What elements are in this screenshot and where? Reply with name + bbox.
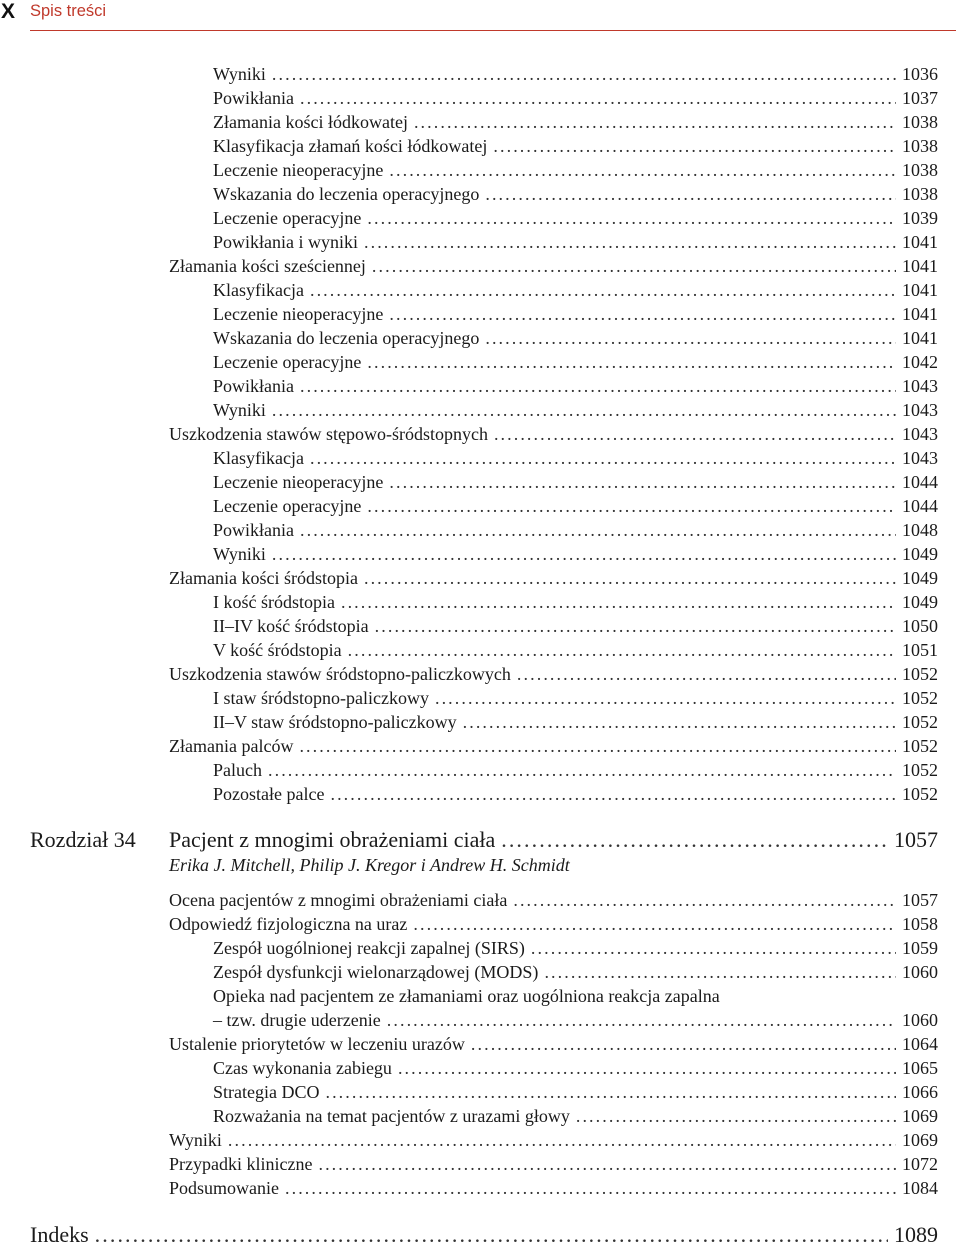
toc-entry-page: 1060 [902, 962, 938, 982]
toc-entry[interactable] [213, 326, 938, 350]
dot-leader [341, 590, 896, 614]
toc-entry[interactable] [213, 158, 938, 182]
toc-entry-title: Leczenie nieoperacyjne [213, 472, 384, 492]
toc-entry-title: Wyniki [169, 1130, 222, 1150]
toc-entry-title: Zespół uogólnionej reakcji zapalnej (SIRS) [213, 938, 525, 958]
dot-leader [367, 350, 896, 374]
toc-entry[interactable] [213, 782, 938, 806]
toc-entry[interactable] [213, 960, 938, 984]
toc-entry[interactable] [169, 1176, 938, 1200]
toc-entry-title: Leczenie operacyjne [213, 208, 362, 228]
dot-leader [387, 1008, 896, 1032]
toc-entry-page: 1052 [902, 784, 938, 804]
toc-entry-page: 1072 [902, 1154, 938, 1174]
toc-entry-page: 1043 [902, 400, 938, 420]
toc-entry[interactable] [213, 936, 938, 960]
toc-entry-title: II–V staw śródstopno-paliczkowy [213, 712, 457, 732]
toc-entry[interactable] [213, 350, 938, 374]
toc-entry[interactable] [213, 710, 938, 734]
chapter-entry[interactable] [169, 826, 938, 854]
toc-entry-page: 1043 [902, 376, 938, 396]
dot-leader [95, 1221, 888, 1249]
dot-leader [501, 826, 888, 854]
toc-entry-page: 1058 [902, 914, 938, 934]
dot-leader [272, 542, 896, 566]
toc-entry-title: Klasyfikacja [213, 280, 304, 300]
dot-leader [435, 686, 896, 710]
toc-entry[interactable] [213, 134, 938, 158]
dot-leader [414, 110, 896, 134]
toc-entry-title[interactable]: Opieka nad pacjentem ze złamaniami oraz uogólniona reakcja zapalna [213, 986, 720, 1006]
running-title: Spis treści [30, 2, 107, 20]
toc-entry-page: 1069 [902, 1106, 938, 1126]
dot-leader [268, 758, 896, 782]
toc-entry-title: Rozważania na temat pacjentów z urazami głowy [213, 1106, 570, 1126]
toc-entry-page: 1037 [902, 88, 938, 108]
index-title: Indeks [30, 1222, 89, 1247]
chapter-label: Rozdział 34 [30, 827, 136, 852]
toc-entry[interactable] [213, 1080, 938, 1104]
toc-entry-title: Złamania palców [169, 736, 294, 756]
toc-entry-page: 1048 [902, 520, 938, 540]
dot-leader [300, 86, 896, 110]
toc-entry-title: I staw śródstopno-paliczkowy [213, 688, 429, 708]
toc-entry[interactable] [169, 422, 938, 446]
toc-entry-page: 1066 [902, 1082, 938, 1102]
toc-entry-page: 1043 [902, 448, 938, 468]
toc-entry[interactable] [213, 542, 938, 566]
toc-entry-title: Powikłania [213, 376, 294, 396]
toc-entry-title: Klasyfikacja złamań kości łódkowatej [213, 136, 488, 156]
toc-entry[interactable] [213, 110, 938, 134]
toc-entry-page: 1069 [902, 1130, 938, 1150]
toc-entry-page: 1051 [902, 640, 938, 660]
toc-entry-title: V kość śródstopia [213, 640, 342, 660]
toc-entry-page: 1041 [902, 256, 938, 276]
toc-entry-title: – tzw. drugie uderzenie [213, 1010, 381, 1030]
toc-entry-title: Leczenie nieoperacyjne [213, 160, 384, 180]
toc-entry-page: 1060 [902, 1010, 938, 1030]
dot-leader [544, 960, 896, 984]
toc-entry[interactable] [169, 566, 938, 590]
toc-entry-page: 1043 [902, 424, 938, 444]
toc-entry[interactable] [213, 1104, 938, 1128]
toc-entry[interactable] [213, 518, 938, 542]
toc-entry-title: Zespół dysfunkcji wielonarządowej (MODS) [213, 962, 539, 982]
toc-entry-title: Powikłania i wyniki [213, 232, 358, 252]
toc-entry-title: Wskazania do leczenia operacyjnego [213, 328, 480, 348]
dot-leader [228, 1128, 896, 1152]
toc-entry[interactable] [169, 1128, 938, 1152]
toc-entry-page: 1059 [902, 938, 938, 958]
toc-entry-page: 1052 [902, 760, 938, 780]
toc-entry[interactable] [213, 398, 938, 422]
toc-entry[interactable] [213, 86, 938, 110]
dot-leader [310, 446, 896, 470]
dot-leader [494, 422, 896, 446]
dot-leader [364, 230, 896, 254]
toc-entry-title: II–IV kość śródstopia [213, 616, 369, 636]
dot-leader [272, 62, 896, 86]
toc-entry[interactable] [213, 374, 938, 398]
dot-leader [517, 662, 896, 686]
dot-leader [367, 494, 896, 518]
dot-leader [398, 1056, 896, 1080]
toc-entry[interactable] [169, 912, 938, 936]
dot-leader [372, 254, 896, 278]
dot-leader [413, 912, 896, 936]
toc-entry-page: 1052 [902, 712, 938, 732]
toc-entry[interactable] [213, 206, 938, 230]
toc-entry[interactable] [213, 1008, 938, 1032]
toc-entry-page: 1084 [902, 1178, 938, 1198]
toc-entry-title: Powikłania [213, 520, 294, 540]
toc-entry-page: 1039 [902, 208, 938, 228]
toc-entry-page: 1041 [902, 304, 938, 324]
toc-entry[interactable] [213, 446, 938, 470]
toc-entry[interactable] [169, 662, 938, 686]
toc-entry-page: 1041 [902, 280, 938, 300]
index-entry[interactable] [30, 1221, 938, 1249]
header-rule [30, 30, 956, 31]
dot-leader [463, 710, 896, 734]
toc-entry-page: 1052 [902, 688, 938, 708]
dot-leader [576, 1104, 896, 1128]
toc-entry-page: 1038 [902, 184, 938, 204]
dot-leader [300, 518, 896, 542]
dot-leader [367, 206, 896, 230]
toc-entry-page: 1038 [902, 136, 938, 156]
dot-leader [471, 1032, 896, 1056]
toc-entry-title: Wyniki [213, 544, 266, 564]
dot-leader [300, 374, 896, 398]
toc-entry[interactable] [169, 1152, 938, 1176]
toc-entry[interactable] [213, 62, 938, 86]
dot-leader [513, 888, 896, 912]
toc-entry-title: Podsumowanie [169, 1178, 279, 1198]
dot-leader [389, 470, 896, 494]
toc-entry-page: 1049 [902, 544, 938, 564]
toc-entry[interactable] [213, 230, 938, 254]
toc-entry-title: Czas wykonania zabiegu [213, 1058, 392, 1078]
toc-entry-title: Powikłania [213, 88, 294, 108]
toc-entry-title: Złamania kości sześciennej [169, 256, 366, 276]
toc-entry[interactable] [213, 758, 938, 782]
toc-entry-title: Wyniki [213, 64, 266, 84]
toc-entry-title: Leczenie operacyjne [213, 352, 362, 372]
dot-leader [348, 638, 896, 662]
toc-entry[interactable] [213, 1056, 938, 1080]
toc-entry-title: Leczenie operacyjne [213, 496, 362, 516]
toc-entry-page: 1065 [902, 1058, 938, 1078]
toc-entry-page: 1038 [902, 112, 938, 132]
toc-entry-page: 1057 [902, 890, 938, 910]
toc-entry-title: Pozostałe palce [213, 784, 325, 804]
toc-entry-title: I kość śródstopia [213, 592, 335, 612]
toc-entry-page: 1050 [902, 616, 938, 636]
toc-entry[interactable] [169, 888, 938, 912]
toc-entry-page: 1052 [902, 664, 938, 684]
toc-entry-title: Ustalenie priorytetów w leczeniu urazów [169, 1034, 465, 1054]
dot-leader [299, 734, 896, 758]
page-header [0, 0, 960, 44]
toc-entry-title: Odpowiedź fizjologiczna na uraz [169, 914, 408, 934]
toc-entry-title: Złamania kości łódkowatej [213, 112, 408, 132]
dot-leader [531, 936, 896, 960]
toc-entry[interactable] [213, 278, 938, 302]
chapter-authors: Erika J. Mitchell, Philip J. Kregor i Andrew H. Schmidt [169, 855, 570, 875]
toc-entry-title: Ocena pacjentów z mnogimi obrażeniami ciała [169, 890, 508, 910]
toc-entry[interactable] [213, 494, 938, 518]
toc-entry-title: Wskazania do leczenia operacyjnego [213, 184, 480, 204]
dot-leader [310, 278, 896, 302]
toc-entry-page: 1041 [902, 232, 938, 252]
dot-leader [389, 302, 896, 326]
dot-leader [364, 566, 896, 590]
toc-entry-page: 1049 [902, 568, 938, 588]
toc-entry-title: Strategia DCO [213, 1082, 320, 1102]
toc-entry-title: Leczenie nieoperacyjne [213, 304, 384, 324]
toc-entry-page: 1052 [902, 736, 938, 756]
toc-entry-page: 1036 [902, 64, 938, 84]
toc-entry[interactable] [213, 590, 938, 614]
toc-entry[interactable] [213, 182, 938, 206]
dot-leader [375, 614, 896, 638]
toc-entry-title: Uszkodzenia stawów stępowo-śródstopnych [169, 424, 488, 444]
dot-leader [485, 326, 896, 350]
toc-entry-page: 1038 [902, 160, 938, 180]
dot-leader [285, 1176, 896, 1200]
toc-entry[interactable] [213, 686, 938, 710]
toc-entry-page: 1044 [902, 472, 938, 492]
dot-leader [318, 1152, 896, 1176]
toc-entry-page: 1041 [902, 328, 938, 348]
dot-leader [493, 134, 896, 158]
toc-entry[interactable] [169, 1032, 938, 1056]
dot-leader [389, 158, 896, 182]
toc-entry-title: Wyniki [213, 400, 266, 420]
toc-entry-title: Paluch [213, 760, 262, 780]
page-number: X [1, 0, 16, 23]
dot-leader [325, 1080, 896, 1104]
toc-entry-title: Złamania kości śródstopia [169, 568, 358, 588]
toc-entry-title: Przypadki kliniczne [169, 1154, 313, 1174]
chapter-title: Pacjent z mnogimi obrażeniami ciała [169, 827, 496, 852]
toc-entry-page: 1044 [902, 496, 938, 516]
toc-entry[interactable] [213, 470, 938, 494]
toc-entry-title: Uszkodzenia stawów śródstopno-paliczkowych [169, 664, 511, 684]
toc-entry[interactable] [213, 614, 938, 638]
toc-entry-page: 1049 [902, 592, 938, 612]
dot-leader [330, 782, 896, 806]
dot-leader [272, 398, 896, 422]
index-page: 1089 [894, 1222, 938, 1247]
toc-entry[interactable] [213, 302, 938, 326]
toc-entry-title: Klasyfikacja [213, 448, 304, 468]
toc-entry[interactable] [169, 734, 938, 758]
toc-entry[interactable] [213, 638, 938, 662]
toc-entry-page: 1042 [902, 352, 938, 372]
chapter-page: 1057 [894, 827, 938, 852]
dot-leader [485, 182, 896, 206]
toc-entry-page: 1064 [902, 1034, 938, 1054]
toc-entry[interactable] [169, 254, 938, 278]
